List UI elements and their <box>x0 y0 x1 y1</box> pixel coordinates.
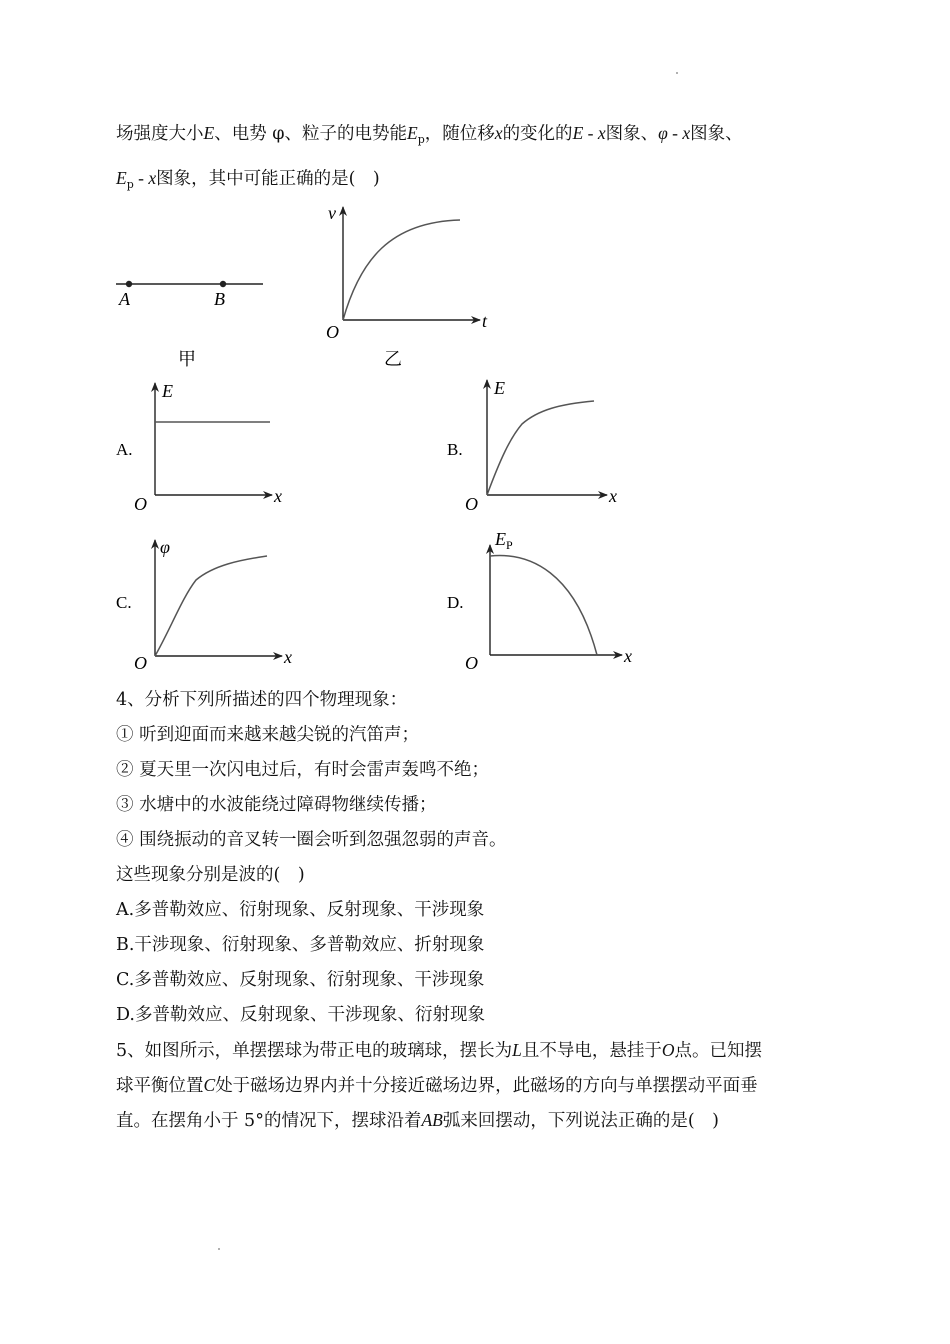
option-c-graph <box>116 537 292 673</box>
axis-label-ep: $E_P$ <box>495 529 513 552</box>
ep-symbol: $E_p$ <box>407 123 425 146</box>
q4-item-4: ④ 围绕振动的音叉转一圈会听到忽强忽弱的声音。 <box>116 830 507 850</box>
ep-symbol: $E_p$ <box>116 168 134 191</box>
q3-stem-line-1: 场强度大小E、电势 φ、粒子的电势能$E_p$，随位移x的变化的E - x图象、φ - x图象、 <box>116 123 743 146</box>
origin-label: O <box>134 494 147 514</box>
axis-label-e: E <box>494 378 505 398</box>
axis-label-x: x <box>274 486 282 506</box>
option-b-label: B. <box>447 440 463 459</box>
option-a-graph <box>116 381 282 514</box>
e-x-curve <box>487 401 594 495</box>
caption-jia: 甲 <box>178 349 196 370</box>
q4-choice-a: A.多普勒效应、衍射现象、反射现象、干涉现象 <box>116 900 485 920</box>
label-a: A <box>119 289 130 309</box>
option-a-label: A. <box>116 440 133 459</box>
v-t-curve <box>343 220 460 320</box>
axis-label-v: v <box>328 203 336 223</box>
q5-stem-line-3: 直。在摆角小于 5°的情况下，摆球沿着AB弧来回摆动，下列说法正确的是( ) <box>116 1110 719 1131</box>
axis-label-x: x <box>609 486 617 506</box>
q5-stem-line-2: 球平衡位置C处于磁场边界内并十分接近磁场边界，此磁场的方向与单摆摆动平面垂 <box>116 1075 758 1096</box>
q4-stem: 4、分析下列所描述的四个物理现象： <box>116 690 408 710</box>
q3-stem-line-2: $E_p$ - x图象，其中可能正确的是( ) <box>116 168 380 191</box>
figure-yi <box>326 203 488 370</box>
phi-x-curve <box>155 556 267 656</box>
axis-label-e: E <box>162 381 173 401</box>
origin-label: O <box>326 322 339 342</box>
axis-label-x: x <box>284 647 292 667</box>
axis-label-phi: φ <box>160 537 170 557</box>
origin-label: O <box>465 653 478 673</box>
q4-choice-c: C.多普勒效应、反射现象、衍射现象、干涉现象 <box>116 970 485 990</box>
option-d-label: D. <box>447 593 464 612</box>
point-a <box>126 281 132 287</box>
label-b: B <box>214 289 225 309</box>
q4-item-3: ③ 水塘中的水波能绕过障碍物继续传播； <box>116 795 437 815</box>
caption-yi: 乙 <box>384 349 402 370</box>
axis-label-t: t <box>482 311 488 331</box>
figure-jia <box>116 281 263 370</box>
ep-x-curve <box>490 556 597 655</box>
option-d-graph <box>447 529 632 673</box>
q4-choice-b: B.干涉现象、衍射现象、多普勒效应、折射现象 <box>116 935 485 955</box>
origin-label: O <box>465 494 478 514</box>
q4-question: 这些现象分别是波的( ) <box>116 865 305 885</box>
axis-label-x: x <box>624 646 632 666</box>
q5-stem-line-1: 5、如图所示，单摆摆球为带正电的玻璃球，摆长为L且不导电，悬挂于O点。已知摆 <box>116 1040 763 1061</box>
option-b-graph <box>447 378 617 514</box>
scan-speck <box>676 72 678 74</box>
q4-item-1: ① 听到迎面而来越来越尖锐的汽笛声； <box>116 725 420 745</box>
q4-item-2: ② 夏天里一次闪电过后，有时会雷声轰鸣不绝； <box>116 760 490 780</box>
point-b <box>220 281 226 287</box>
option-c-label: C. <box>116 593 132 612</box>
origin-label: O <box>134 653 147 673</box>
q4-choice-d: D.多普勒效应、反射现象、干涉现象、衍射现象 <box>116 1005 485 1025</box>
scan-speck <box>218 1248 220 1250</box>
